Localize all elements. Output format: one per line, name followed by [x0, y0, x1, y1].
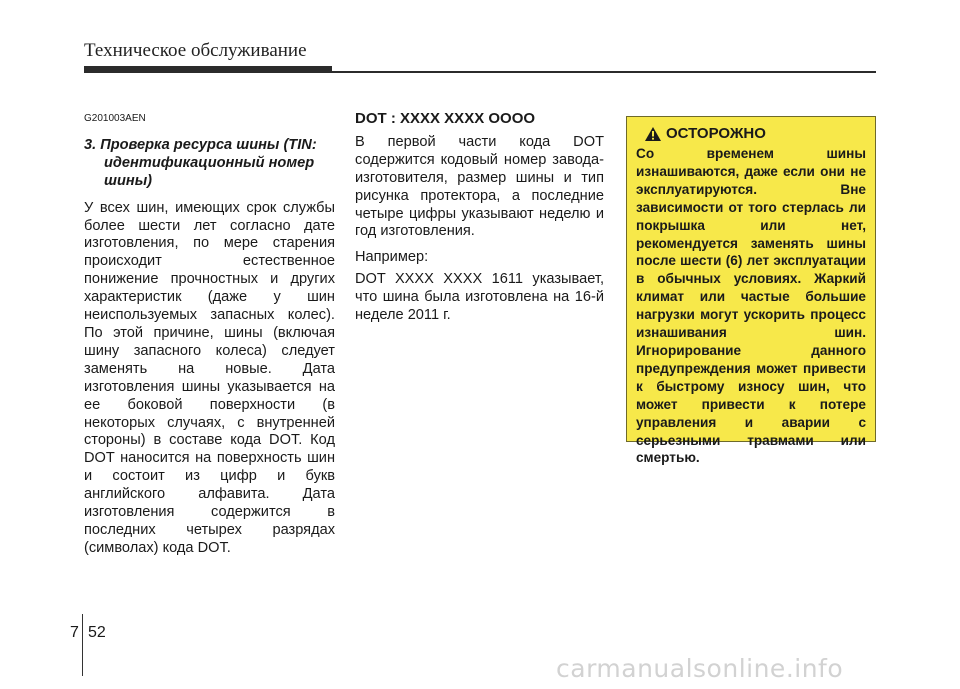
section-code: G201003AEN [84, 113, 146, 124]
watermark: carmanualsonline.info [556, 654, 844, 683]
dot-explanation: В первой части кода DOT содержится кодовый номер завода-изготовителя, размер шины и тип рисунка протектора, а последние четыре цифры указывают неделю и год изготовления. [355, 133, 604, 240]
warning-header [636, 125, 866, 142]
header-rule-thick [84, 66, 332, 73]
dot-code-format: DOT : XXXX XXXX OOOO [355, 110, 536, 127]
warning-box [626, 116, 876, 466]
section-heading: 3. Проверка ресурса шины (TIN: идентификационный номер шины) [84, 136, 317, 189]
left-column [84, 110, 335, 566]
middle-column [355, 110, 604, 333]
page-number: 52 [88, 624, 106, 641]
page-header-title: Техническое обслуживание [84, 40, 307, 61]
header-rule-thin [332, 71, 876, 73]
chapter-number: 7 [70, 624, 79, 641]
warning-triangle-icon [644, 126, 662, 142]
warning-title: ОСТОРОЖНО [666, 125, 766, 142]
page-number-divider [82, 614, 83, 676]
body-paragraph: У всех шин, имеющих срок службы более шести лет согласно дате изготовления, по мере старения происходит естественное понижение прочностных и других характеристик (даже у шин неиспользуемых запасных колес). По этой причине, шины (включая шину запасного колеса) следует заменять на новые. Дата изготовления шины указывается на ее боковой поверхности (в некоторых случаях, с внутренней стороны) в составе кода DOT. Код DOT наносится на поверхность шин и состоит из цифр и букв английского алфавита. Дата изготовления содержится в последних четырех разрядах (символах) кода DOT. [84, 199, 335, 556]
example-label: Например: [355, 249, 429, 266]
example-text: DOT XXXX XXXX 1611 указывает, что шина была изготовлена на 16-й неделе 2011 г. [355, 271, 604, 324]
warning-text: Со временем шины изнашиваются, даже если они не эксплуатируются. Вне зависимости от того стерлась ли покрышка или нет, рекомендуется заменять шины после шести (6) лет эксплуатации в обычных условиях. Жаркий климат или частые большие нагрузки могут ускорить процесс изнашивания шин. Игнорирование данного предупреждения может привести к быстрому износу шин, что может привести к потере управления и аварии с серьезными травмами или смертью. [636, 146, 866, 466]
